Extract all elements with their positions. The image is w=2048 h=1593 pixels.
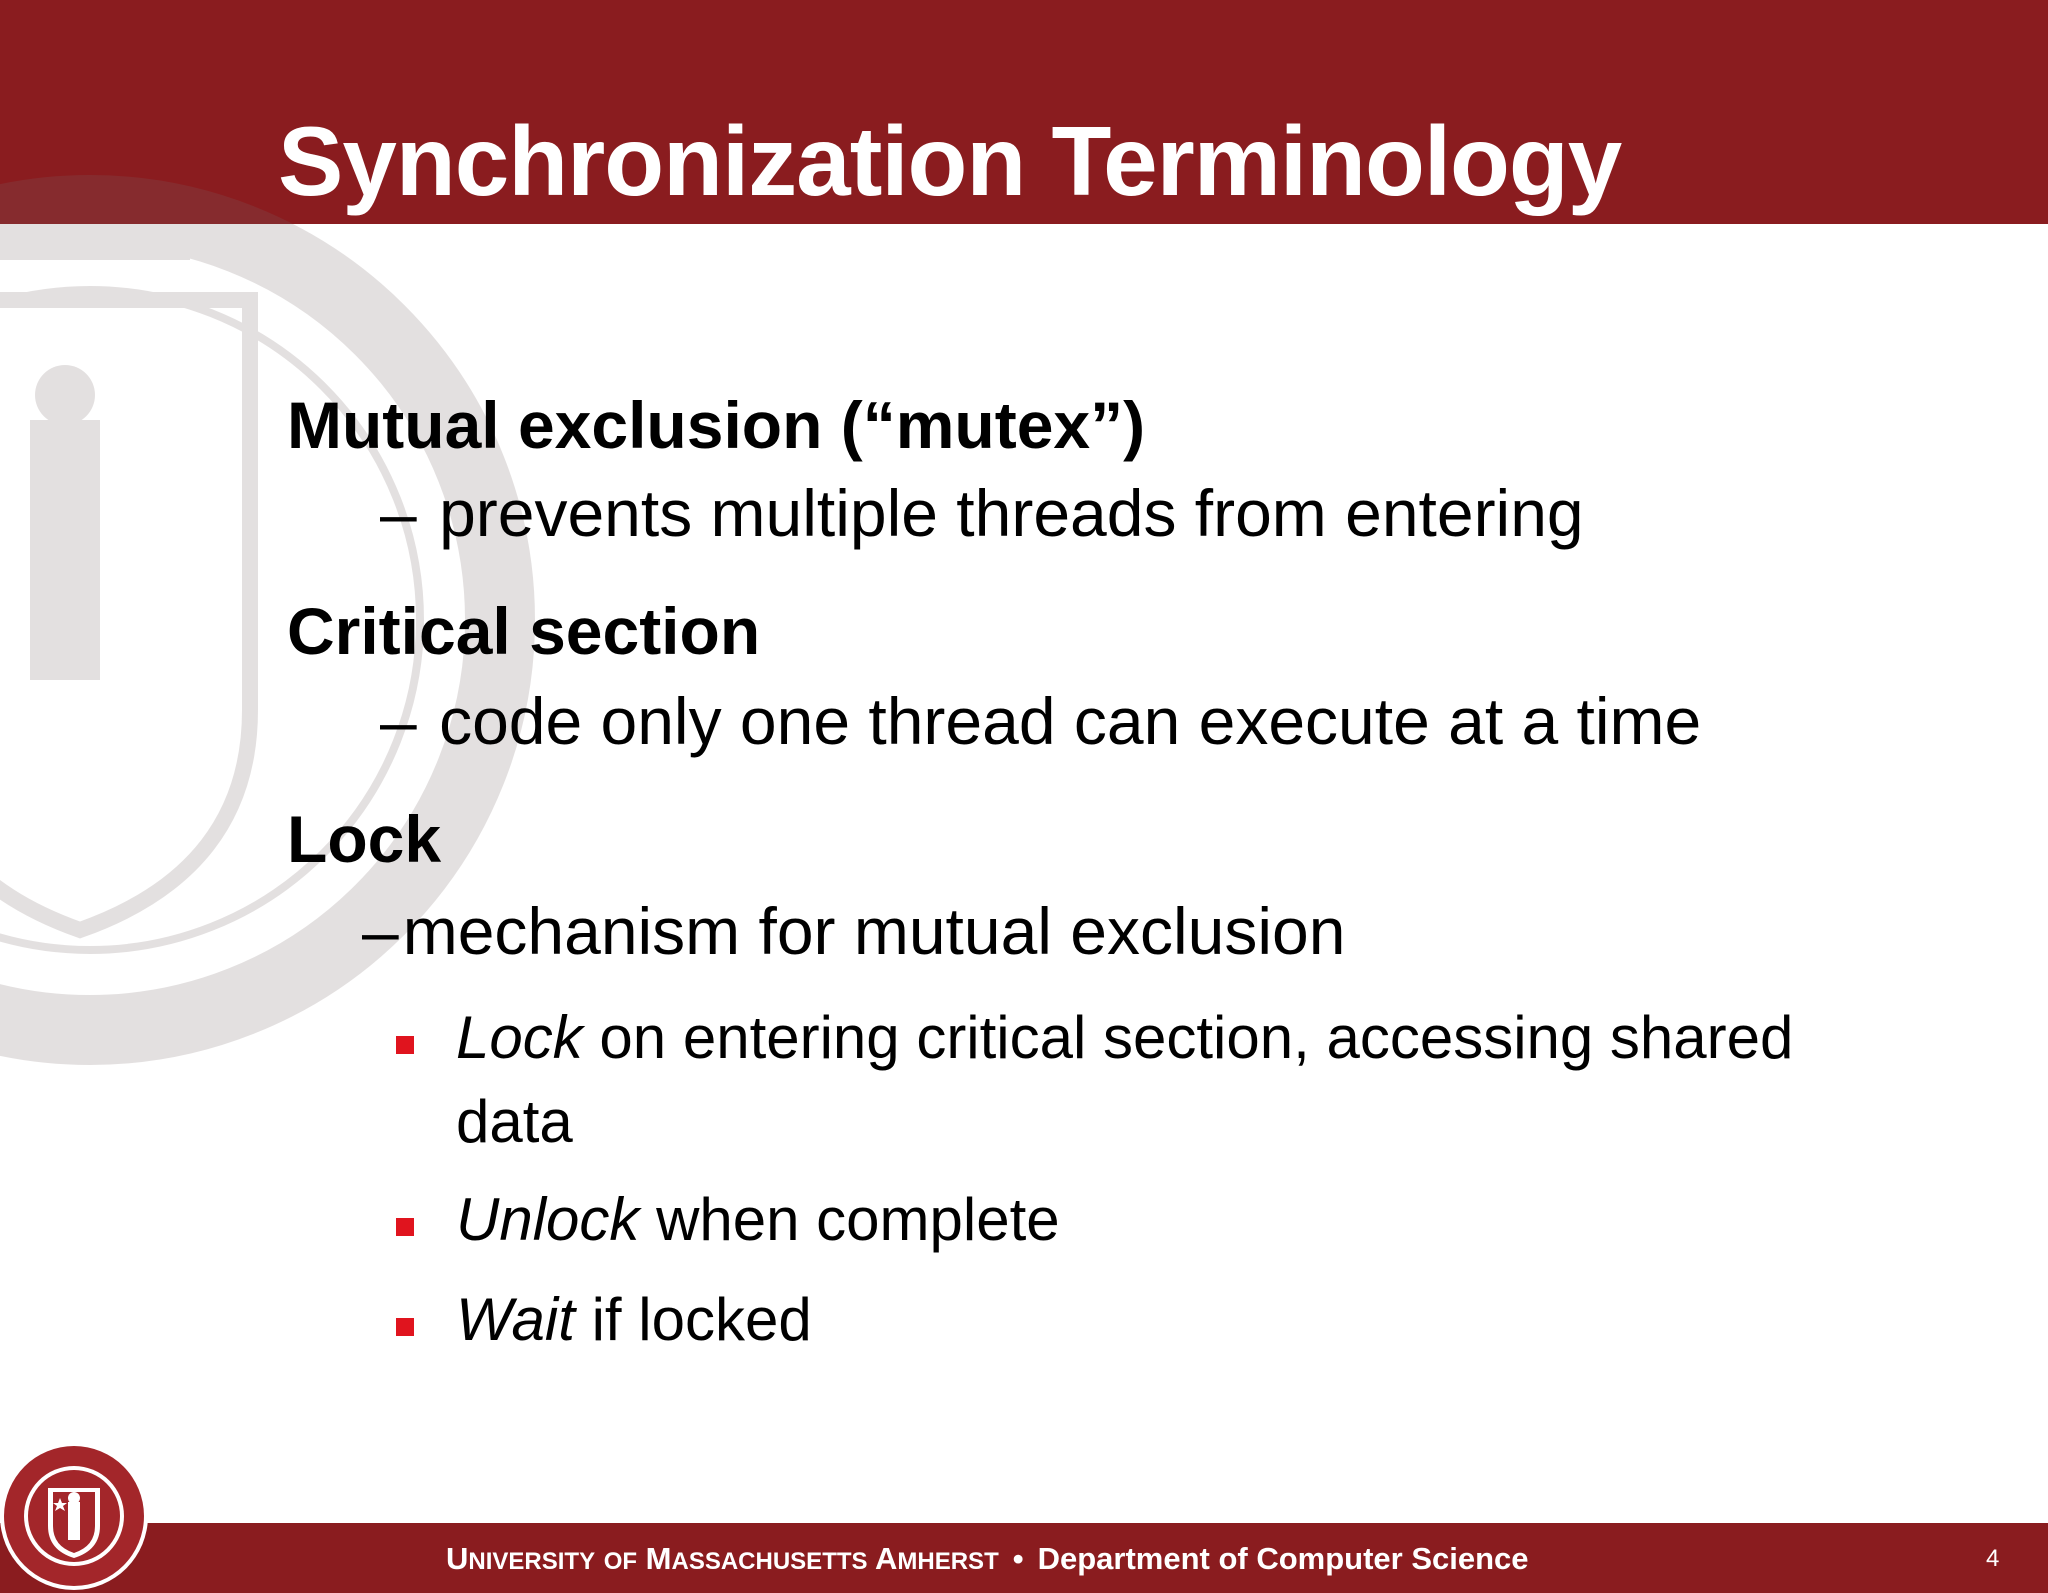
- term-mutex: Mutual exclusion (“mutex”): [287, 388, 1146, 462]
- footer-university: UNIVERSITY OF MASSACHUSETTS AMHERST: [446, 1541, 999, 1576]
- bullet-lock-continued: data: [456, 1088, 573, 1155]
- bullet-wait: Wait if locked: [456, 1286, 812, 1353]
- bullet-unlock: Unlock when complete: [456, 1186, 1060, 1253]
- footer-text: [446, 1543, 1529, 1574]
- bullet-marker: [396, 1036, 414, 1054]
- bullet-marker: [396, 1218, 414, 1236]
- bullet-lock: Lock on entering critical section, accessing shared: [456, 1004, 1794, 1071]
- bullet-marker: [396, 1318, 414, 1336]
- definition-lock: –mechanism for mutual exclusion: [362, 894, 1346, 968]
- slide-title: Synchronization Terminology: [278, 106, 1622, 216]
- definition-critical-section: – code only one thread can execute at a time: [380, 684, 1702, 758]
- term-lock: Lock: [287, 802, 442, 876]
- footer-department: Department of Computer Science: [1037, 1541, 1529, 1576]
- term-critical-section: Critical section: [287, 594, 761, 668]
- university-seal-icon: [0, 1440, 150, 1592]
- page-number: 4: [1986, 1545, 2000, 1572]
- definition-mutex: – prevents multiple threads from entering: [380, 476, 1584, 550]
- footer-separator: •: [1012, 1541, 1024, 1576]
